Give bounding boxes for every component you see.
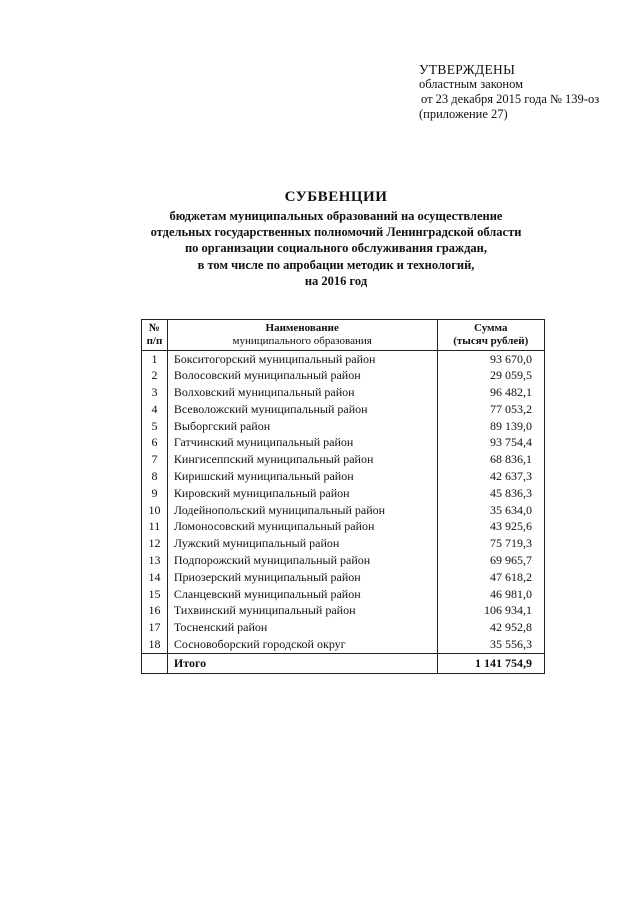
row-amount: 47 618,2 xyxy=(437,569,545,586)
table-row xyxy=(142,469,545,486)
row-amount: 42 637,3 xyxy=(437,469,545,486)
row-number: 9 xyxy=(142,485,168,502)
row-name: Киришский муниципальный район xyxy=(167,469,437,486)
row-name: Выборгский район xyxy=(167,418,437,435)
title-line-3: по организации социального обслуживания граждан, xyxy=(184,241,488,256)
total-num-cell xyxy=(142,654,168,674)
header-amount-line2: (тысяч рублей) xyxy=(453,335,529,347)
row-number: 16 xyxy=(142,603,168,620)
row-number: 11 xyxy=(142,519,168,536)
approval-line-4: (приложение 27) xyxy=(419,107,508,121)
row-number: 2 xyxy=(142,368,168,385)
table-row xyxy=(142,485,545,502)
row-name: Тихвинский муниципальный район xyxy=(167,603,437,620)
total-amount: 1 141 754,9 xyxy=(437,654,545,674)
row-amount: 106 934,1 xyxy=(437,603,545,620)
row-name: Сланцевский муниципальный район xyxy=(167,586,437,603)
table-row xyxy=(142,637,545,654)
row-number: 4 xyxy=(142,401,168,418)
total-row xyxy=(142,654,545,674)
row-amount: 45 836,3 xyxy=(437,485,545,502)
row-name: Волховский муниципальный район xyxy=(167,385,437,402)
table-body xyxy=(142,351,545,654)
total-label: Итого xyxy=(167,654,437,674)
row-name: Гатчинский муниципальный район xyxy=(167,435,437,452)
row-number: 12 xyxy=(142,536,168,553)
row-number: 5 xyxy=(142,418,168,435)
title-main: СУБВЕНЦИИ xyxy=(284,189,388,205)
subventions-table xyxy=(141,319,545,674)
row-number: 14 xyxy=(142,569,168,586)
document-title xyxy=(80,189,592,289)
title-line-5: на 2016 год xyxy=(304,273,368,288)
table-row xyxy=(142,536,545,553)
row-number: 18 xyxy=(142,637,168,654)
header-number-line1: № xyxy=(148,322,160,334)
row-amount: 75 719,3 xyxy=(437,536,545,553)
row-name: Всеволожский муниципальный район xyxy=(167,401,437,418)
row-name: Бокситогорский муниципальный район xyxy=(167,351,437,368)
title-line-1: бюджетам муниципальных образований на осуществление xyxy=(169,209,503,223)
row-number: 8 xyxy=(142,469,168,486)
row-name: Приозерский муниципальный район xyxy=(167,569,437,586)
row-number: 6 xyxy=(142,435,168,452)
row-amount: 96 482,1 xyxy=(437,385,545,402)
approval-line-3: от 23 декабря 2015 года № 139-оз xyxy=(421,92,600,106)
header-name-line2: муниципального образования xyxy=(232,335,372,347)
header-name xyxy=(167,320,437,351)
row-number: 7 xyxy=(142,452,168,469)
row-number: 13 xyxy=(142,553,168,570)
row-amount: 93 754,4 xyxy=(437,435,545,452)
table-row xyxy=(142,351,545,368)
approval-stamp xyxy=(419,62,599,122)
row-amount: 68 836,1 xyxy=(437,452,545,469)
table-row xyxy=(142,502,545,519)
table-row xyxy=(142,385,545,402)
table-header-row xyxy=(142,320,545,351)
row-name: Лужский муниципальный район xyxy=(167,536,437,553)
row-amount: 46 981,0 xyxy=(437,586,545,603)
row-number: 1 xyxy=(142,351,168,368)
row-amount: 42 952,8 xyxy=(437,620,545,637)
row-amount: 35 556,3 xyxy=(437,637,545,654)
row-amount: 93 670,0 xyxy=(437,351,545,368)
row-name: Кировский муниципальный район xyxy=(167,485,437,502)
approval-line-1: УТВЕРЖДЕНЫ xyxy=(419,62,516,77)
header-number xyxy=(142,320,168,351)
row-amount: 69 965,7 xyxy=(437,553,545,570)
row-name: Лодейнопольский муниципальный район xyxy=(167,502,437,519)
row-name: Ломоносовский муниципальный район xyxy=(167,519,437,536)
table-row xyxy=(142,569,545,586)
row-amount: 77 053,2 xyxy=(437,401,545,418)
table-row xyxy=(142,519,545,536)
row-number: 17 xyxy=(142,620,168,637)
header-amount-line1: Сумма xyxy=(474,322,508,334)
row-number: 10 xyxy=(142,502,168,519)
row-name: Подпорожский муниципальный район xyxy=(167,553,437,570)
header-number-line2: п/п xyxy=(146,335,163,347)
table-row xyxy=(142,586,545,603)
table-row xyxy=(142,452,545,469)
row-name: Тосненский район xyxy=(167,620,437,637)
row-amount: 43 925,6 xyxy=(437,519,545,536)
title-line-4: в том числе по апробации методик и технологий, xyxy=(197,257,475,272)
row-amount: 89 139,0 xyxy=(437,418,545,435)
row-name: Волосовский муниципальный район xyxy=(167,368,437,385)
row-name: Сосновоборский городской округ xyxy=(167,637,437,654)
row-number: 15 xyxy=(142,586,168,603)
title-line-2: отдельных государственных полномочий Ленинградской области xyxy=(150,225,522,240)
table-row xyxy=(142,553,545,570)
table-row xyxy=(142,603,545,620)
table-row xyxy=(142,435,545,452)
table-row xyxy=(142,401,545,418)
header-amount xyxy=(437,320,545,351)
row-number: 3 xyxy=(142,385,168,402)
approval-line-2: областным законом xyxy=(419,77,524,91)
row-amount: 29 059,5 xyxy=(437,368,545,385)
row-name: Кингисеппский муниципальный район xyxy=(167,452,437,469)
row-amount: 35 634,0 xyxy=(437,502,545,519)
table-row xyxy=(142,418,545,435)
table-row xyxy=(142,368,545,385)
table-row xyxy=(142,620,545,637)
header-name-line1: Наименование xyxy=(265,322,339,334)
